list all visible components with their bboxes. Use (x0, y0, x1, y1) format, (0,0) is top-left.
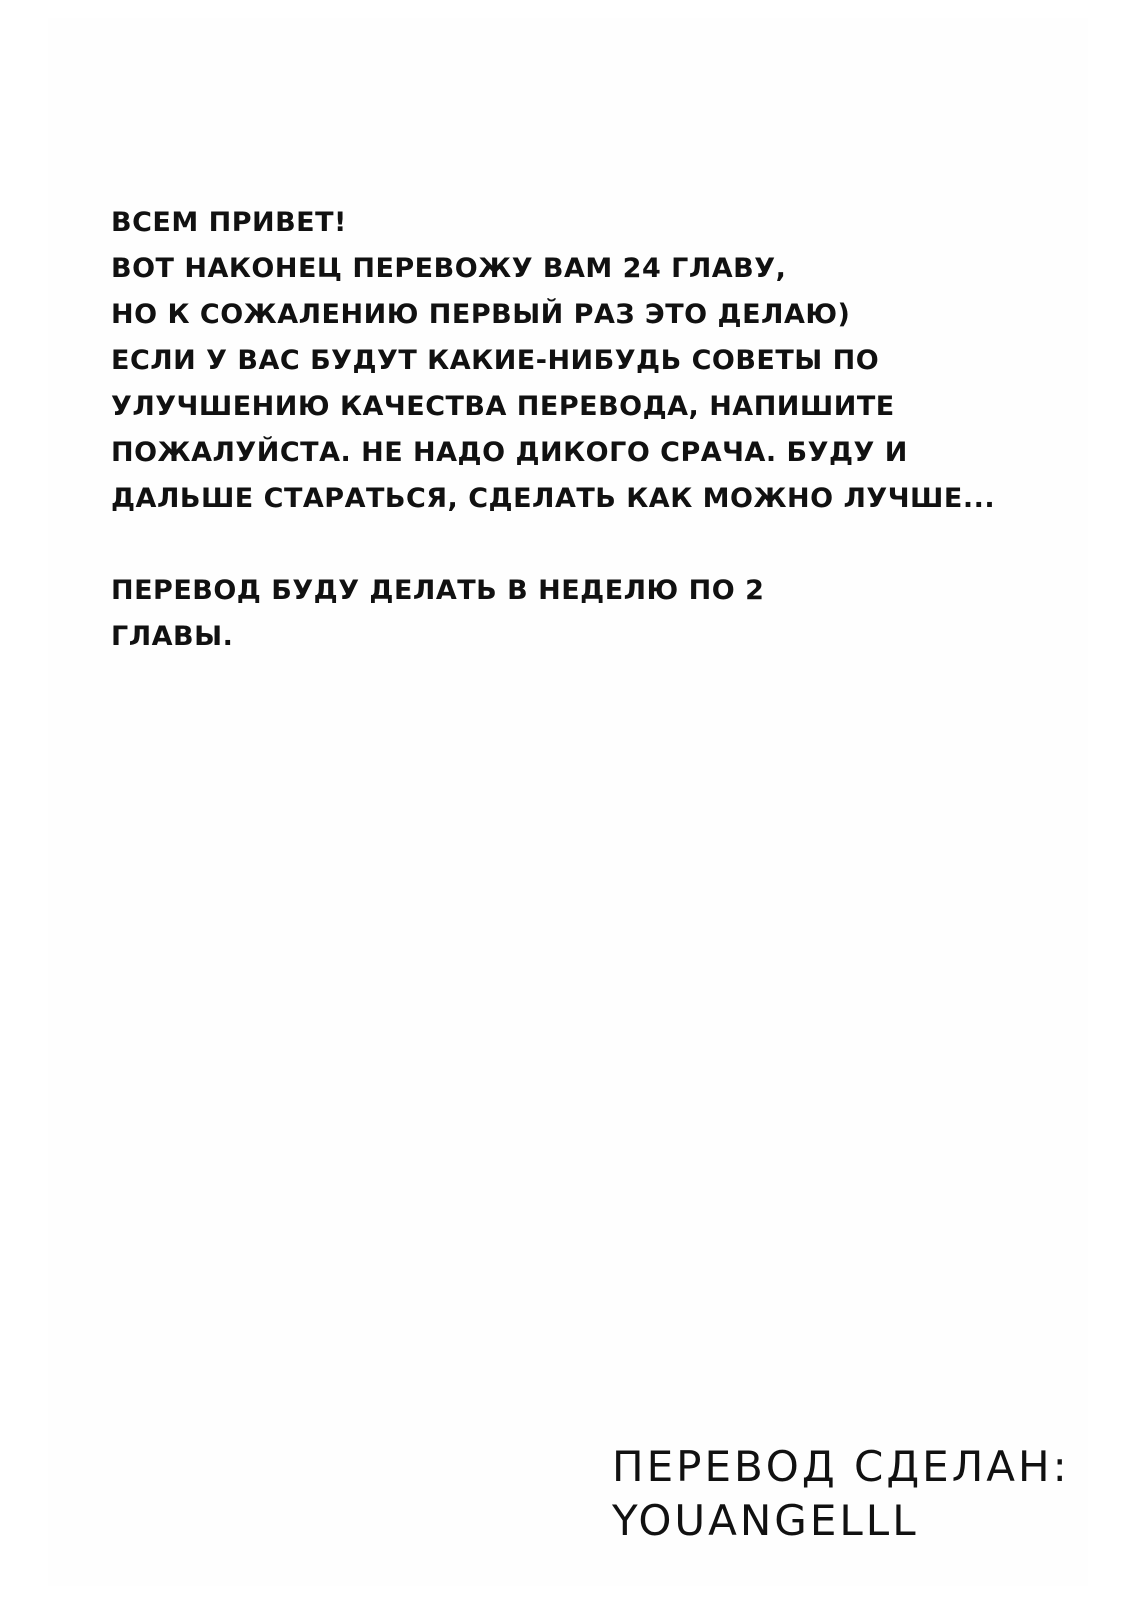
translator-credit (612, 1440, 1070, 1548)
message-line: УЛУЧШЕНИЮ КАЧЕСТВА ПЕРЕВОДА, НАПИШИТЕ (111, 391, 895, 422)
schedule-line: ПЕРЕВОД БУДУ ДЕЛАТЬ В НЕДЕЛЮ ПО 2 (111, 575, 765, 606)
credit-label: ПЕРЕВОД СДЕЛАН: (612, 1442, 1070, 1491)
message-line: ЕСЛИ У ВАС БУДУТ КАКИЕ-НИБУДЬ СОВЕТЫ ПО (111, 345, 880, 376)
message-line: НО К СОЖАЛЕНИЮ ПЕРВЫЙ РАЗ ЭТО ДЕЛАЮ) (111, 299, 851, 330)
message-line: ВСЕМ ПРИВЕТ! (111, 207, 347, 238)
message-line: ВОТ НАКОНЕЦ ПЕРЕВОЖУ ВАМ 24 ГЛАВУ, (111, 253, 787, 284)
message-line: ДАЛЬШЕ СТАРАТЬСЯ, СДЕЛАТЬ КАК МОЖНО ЛУЧШЕ... (111, 483, 996, 514)
message-line: ПОЖАЛУЙСТА. НЕ НАДО ДИКОГО СРАЧА. БУДУ И (111, 437, 908, 468)
schedule-line: ГЛАВЫ. (111, 621, 234, 652)
paragraph-gap (111, 522, 1051, 568)
credit-name: YOUANGELLL (612, 1496, 919, 1545)
translator-message (111, 200, 1051, 660)
